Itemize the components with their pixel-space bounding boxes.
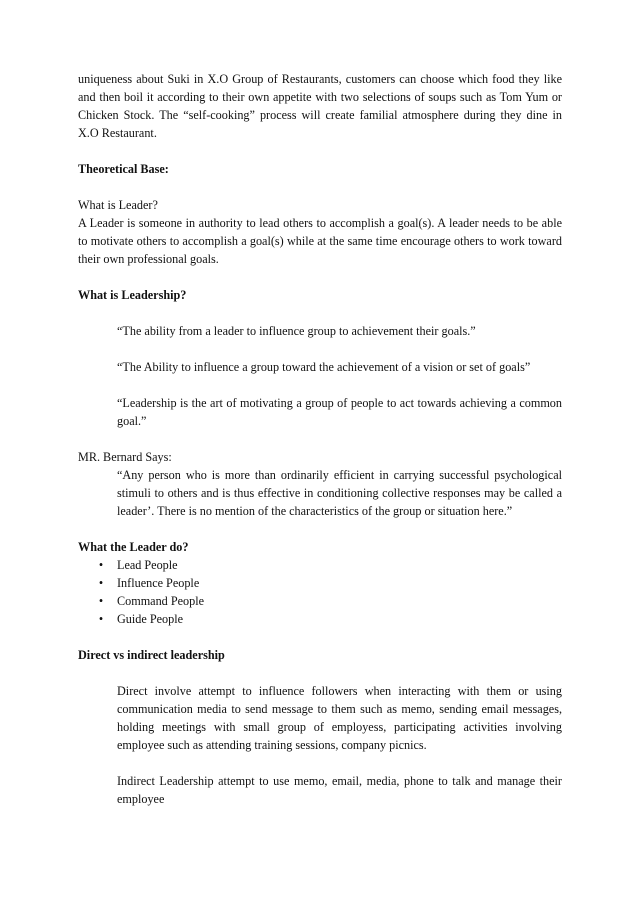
leader-definition: A Leader is someone in authority to lead others to accomplish a goal(s). A leader needs to be able to motivate others to accomplish a goal(s) while at the same time encourage others to work toward their own professional goals.: [78, 216, 562, 266]
bullet-icon: •: [98, 612, 104, 626]
leadership-quote: “The Ability to influence a group toward the achievement of a vision or set of goals”: [117, 360, 531, 374]
list-item-label: Lead People: [117, 558, 178, 572]
bullet-icon: •: [98, 558, 104, 572]
list-item-label: Command People: [117, 594, 204, 608]
leader-question: What is Leader?: [78, 198, 158, 212]
list-item: [98, 610, 562, 628]
list-item-label: Guide People: [117, 612, 184, 626]
list-item-label: Influence People: [117, 576, 200, 590]
leader-do-heading: What the Leader do?: [78, 540, 189, 554]
indirect-leadership-paragraph: Indirect Leadership attempt to use memo, email, media, phone to talk and manage their employee: [117, 774, 562, 806]
leadership-quote: “The ability from a leader to influence group to achievement their goals.”: [117, 324, 476, 338]
bullet-icon: •: [98, 576, 104, 590]
document-page: [78, 70, 562, 808]
list-item: [98, 574, 562, 592]
intro-paragraph: uniqueness about Suki in X.O Group of Restaurants, customers can choose which food they like and then boil it according to their own appetite with two selections of soups such as Tom Yum or Chicken Stock. The “self-cooking” process will create familial atmosphere during they dine in X.O Restaurant.: [78, 72, 562, 140]
leadership-quote: “Leadership is the art of motivating a group of people to act towards achieving a common goal.”: [117, 396, 562, 428]
list-item: [98, 556, 562, 574]
list-item: [98, 592, 562, 610]
bullet-icon: •: [98, 594, 104, 608]
direct-leadership-paragraph: Direct involve attempt to influence followers when interacting with them or using communication media to send message to them such as memo, sending email messages, holding meetings with small group of employess, participating activities involving employee such as attending training sessions, company picnics.: [117, 684, 562, 752]
bernard-quote: “Any person who is more than ordinarily efficient in carrying successful psychological stimuli to others and is thus effective in conditioning collective responses may be called a leader’. There is no mention of the characteristics of the group or situation here.”: [117, 468, 562, 518]
bernard-label: MR. Bernard Says:: [78, 450, 172, 464]
leadership-heading: What is Leadership?: [78, 288, 187, 302]
theoretical-base-heading: Theoretical Base:: [78, 162, 169, 176]
direct-indirect-heading: Direct vs indirect leadership: [78, 648, 225, 662]
leader-do-list: [78, 556, 562, 628]
